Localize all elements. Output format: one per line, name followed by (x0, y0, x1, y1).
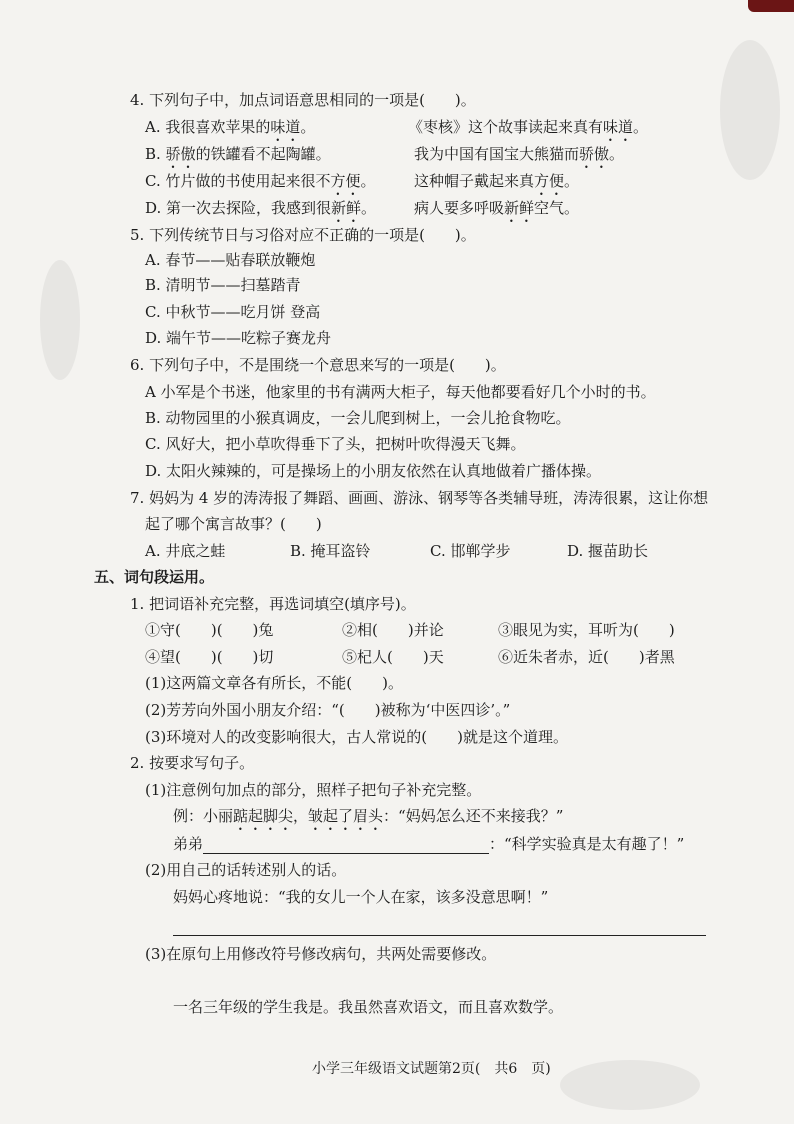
s5-q2-sub3: (3)在原句上用修改符号修改病句，共两处需要修改。 (145, 945, 497, 963)
q4-option-a-right: 《枣核》这个故事读起来真有味道。 (408, 118, 649, 136)
scan-edge-mark (748, 0, 794, 12)
section-title: 五、词句段运用。 (94, 568, 215, 586)
q4-option-d-left: D. 第一次去探险，我感到很新鲜。 (145, 199, 377, 217)
scan-smudge (720, 40, 780, 180)
page-footer: 小学三年级语文试题第2页( 共6 页) (312, 1061, 551, 1077)
example-sentence: 例：小丽踮起脚尖，皱起了眉头：“妈妈怎么还不来接我？” (173, 807, 564, 825)
q6-option-c: C. 风好大，把小草吹得垂下了头，把树叶吹得漫天飞舞。 (145, 435, 526, 453)
q4-option-c-right: 这种帽子戴起来真方便。 (414, 172, 580, 190)
idiom-2: ②相( )并论 (342, 621, 444, 639)
q7-stem-line2: 起了哪个寓言故事？( ) (145, 515, 322, 533)
s5-q1-stem: 1. 把词语补充完整，再选词填空(填序号)。 (130, 595, 416, 613)
idiom-1: ①守( )( )兔 (145, 621, 274, 639)
q5-option-b: B. 清明节——扫墓踏青 (145, 276, 301, 294)
q5-stem: 5. 下列传统节日与习俗对应不正确的一项是( )。 (130, 226, 476, 244)
answer-blank[interactable] (203, 835, 489, 854)
q6-stem: 6. 下列句子中，不是围绕一个意思来写的一项是( )。 (130, 356, 506, 374)
s5-q1-sub3: (3)环境对人的改变影响很大，古人常说的( )就是这个道理。 (145, 728, 568, 746)
q7-option-d: D. 揠苗助长 (567, 542, 649, 560)
q5-option-a: A. 春节——贴春联放鞭炮 (145, 251, 316, 269)
q4-option-b-right: 我为中国有国宝大熊猫而骄傲。 (414, 145, 625, 163)
q6-option-d: D. 太阳火辣辣的，可是操场上的小朋友依然在认真地做着广播体操。 (145, 462, 602, 480)
scan-smudge (40, 260, 80, 380)
q5-option-c: C. 中秋节——吃月饼 登高 (145, 303, 321, 321)
q4-stem: 4. 下列句子中，加点词语意思相同的一项是( )。 (130, 91, 476, 109)
s5-q1-sub1: (1)这两篇文章各有所长，不能( )。 (145, 674, 403, 692)
fill-sentence: 弟弟 ：“科学实验真是太有趣了！” (173, 835, 685, 853)
q4-option-a-left: A. 我很喜欢苹果的味道。 (145, 118, 316, 136)
q6-option-b: B. 动物园里的小猴真调皮，一会儿爬到树上，一会儿抢食物吃。 (145, 409, 571, 427)
idiom-3: ③眼见为实，耳听为( ) (498, 621, 675, 639)
q7-option-b: B. 掩耳盗铃 (290, 542, 371, 560)
q4-option-c-left: C. 竹片做的书使用起来很不方便。 (145, 172, 376, 190)
s5-q2-sub2: (2)用自己的话转述别人的话。 (145, 861, 347, 879)
faulty-sentence[interactable]: 一名三年级的学生我是。我虽然喜欢语文，而且喜欢数学。 (173, 998, 564, 1016)
q6-option-a: A 小军是个书迷，他家里的书有满两大柜子，每天他都要看好几个小时的书。 (145, 383, 656, 401)
answer-line[interactable] (173, 935, 706, 936)
idiom-4: ④望( )( )切 (145, 648, 274, 666)
q7-stem-line1: 7. 妈妈为 4 岁的涛涛报了舞蹈、画画、游泳、钢琴等各类辅导班，涛涛很累，这让你想 (130, 489, 709, 507)
s5-q1-sub2: (2)芳芳向外国小朋友介绍：“( )被称为‘中医四诊’。” (145, 701, 511, 719)
q7-option-c: C. 邯郸学步 (430, 542, 511, 560)
q5-option-d: D. 端午节——吃粽子赛龙舟 (145, 329, 332, 347)
q7-option-a: A. 井底之蛙 (145, 542, 226, 560)
s5-q2-sub1: (1)注意例句加点的部分，照样子把句子补充完整。 (145, 781, 482, 799)
mother-quote: 妈妈心疼地说：“我的女儿一个人在家，该多没意思啊！” (173, 888, 549, 906)
s5-q2-stem: 2. 按要求写句子。 (130, 754, 255, 772)
scan-smudge (560, 1060, 700, 1110)
q4-option-d-right: 病人要多呼吸新鲜空气。 (414, 199, 580, 217)
idiom-6: ⑥近朱者赤，近( )者黑 (498, 648, 675, 666)
idiom-5: ⑤杞人( )天 (342, 648, 444, 666)
q4-option-b-left: B. 骄傲的铁罐看不起陶罐。 (145, 145, 331, 163)
